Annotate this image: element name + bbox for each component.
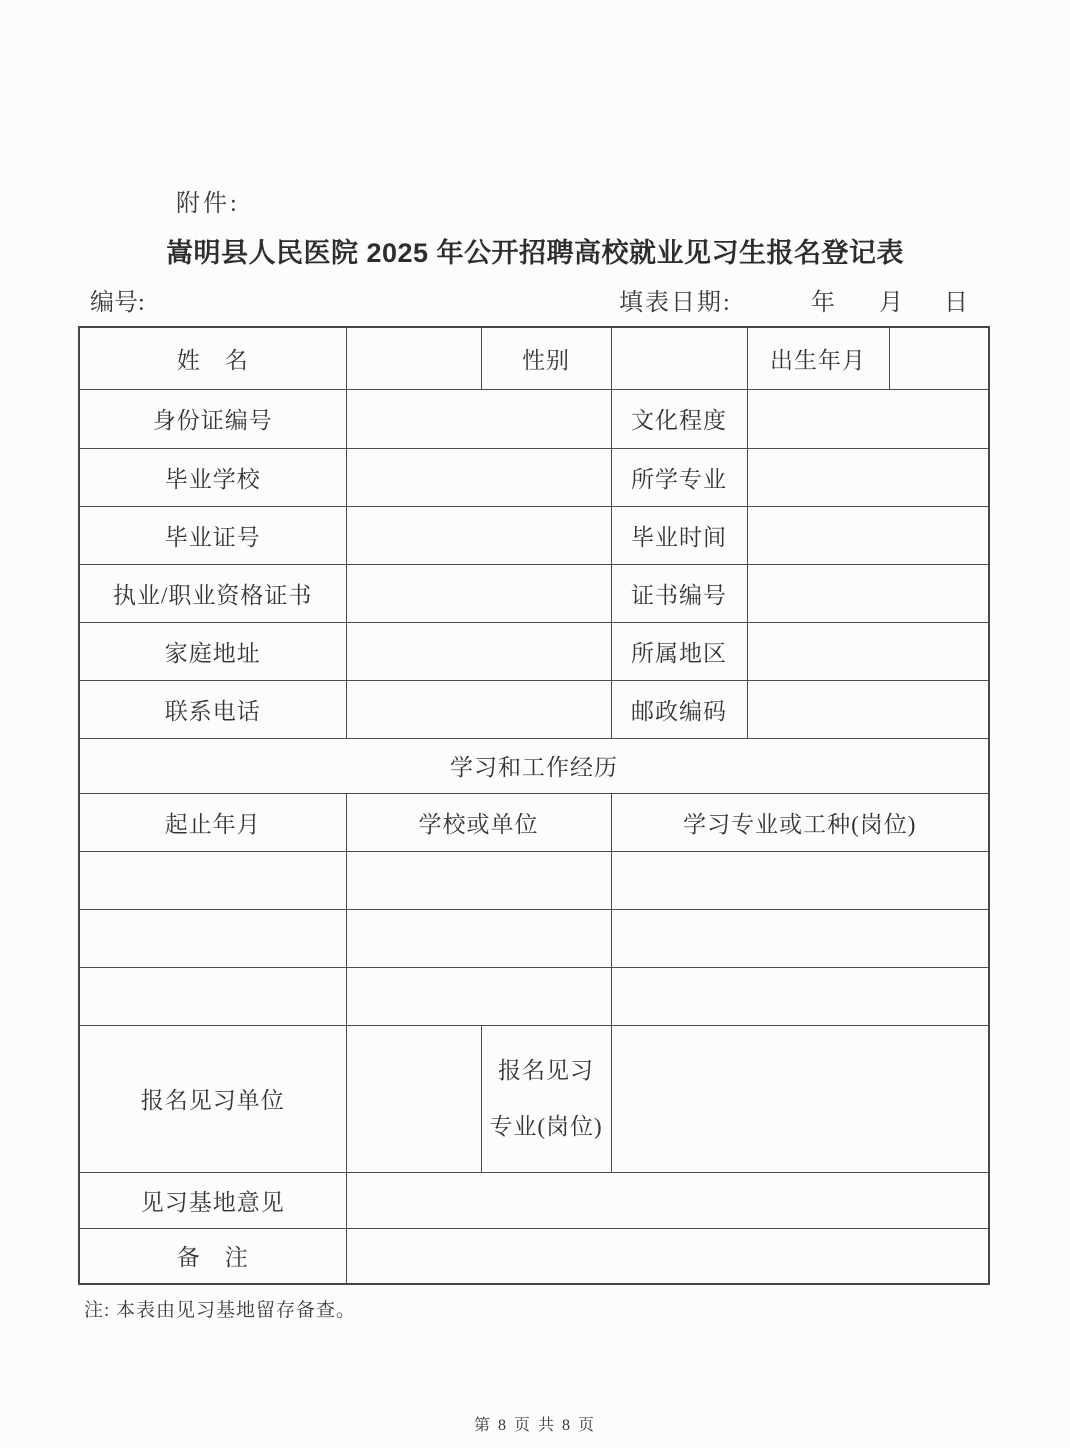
experience-period-cell — [79, 909, 346, 967]
attachment-label: 附件: — [176, 191, 240, 217]
experience-major-cell — [611, 851, 989, 909]
row-experience-title — [79, 738, 989, 793]
cert-number-value-cell — [747, 564, 989, 622]
experience-major-cell — [611, 909, 989, 967]
internship-unit-label: 报名见习单位 — [79, 1025, 346, 1172]
id-number-value-cell — [346, 389, 611, 448]
experience-period-cell — [79, 851, 346, 909]
graduation-date-label: 毕业时间 — [611, 506, 747, 564]
cert-number-label: 证书编号 — [611, 564, 747, 622]
day-unit-label: 日 — [944, 290, 968, 316]
postal-code-value-cell — [747, 680, 989, 738]
home-address-label: 家庭地址 — [79, 622, 346, 680]
page-number-indicator: 第 8 页 共 8 页 — [473, 1417, 596, 1434]
education-level-label: 文化程度 — [611, 389, 747, 448]
graduate-school-label: 毕业学校 — [79, 448, 346, 506]
experience-section-title: 学习和工作经历 — [79, 738, 989, 793]
base-opinion-label: 见习基地意见 — [79, 1172, 346, 1228]
experience-school-cell — [346, 851, 611, 909]
diploma-number-label: 毕业证号 — [79, 506, 346, 564]
meta-line — [0, 282, 1070, 314]
experience-header-period: 起止年月 — [79, 793, 346, 851]
experience-major-cell — [611, 967, 989, 1025]
region-label: 所属地区 — [611, 622, 747, 680]
row-base-opinion — [79, 1172, 989, 1228]
base-opinion-value-cell — [346, 1172, 989, 1228]
name-value-cell — [346, 327, 481, 389]
name-label: 姓 名 — [79, 327, 346, 389]
internship-major-label: 报名见习专业(岗位) — [481, 1025, 611, 1172]
experience-row — [79, 851, 989, 909]
experience-row — [79, 967, 989, 1025]
experience-period-cell — [79, 967, 346, 1025]
diploma-number-value-cell — [346, 506, 611, 564]
gender-label: 性别 — [481, 327, 611, 389]
row-application — [79, 1025, 989, 1172]
experience-row — [79, 909, 989, 967]
major-studied-label: 所学专业 — [611, 448, 747, 506]
home-address-value-cell — [346, 622, 611, 680]
postal-code-label: 邮政编码 — [611, 680, 747, 738]
experience-header-school: 学校或单位 — [346, 793, 611, 851]
row-id-number — [79, 389, 989, 448]
month-unit-label: 月 — [879, 290, 903, 316]
row-graduate-school — [79, 448, 989, 506]
phone-label: 联系电话 — [79, 680, 346, 738]
row-phone — [79, 680, 989, 738]
row-experience-header — [79, 793, 989, 851]
education-level-value-cell — [747, 389, 989, 448]
row-diploma-number — [79, 506, 989, 564]
birth-value-cell — [889, 327, 989, 389]
internship-major-value-cell — [611, 1025, 989, 1172]
year-unit-label: 年 — [811, 290, 835, 316]
remarks-label: 备 注 — [79, 1228, 346, 1284]
retention-note: 注: 本表由见习基地留存备查。 — [84, 1300, 357, 1321]
document-title: 嵩明县人民医院 2025 年公开招聘高校就业见习生报名登记表 — [165, 238, 905, 268]
phone-value-cell — [346, 680, 611, 738]
experience-header-major: 学习专业或工种(岗位) — [611, 793, 989, 851]
gender-value-cell — [611, 327, 747, 389]
major-studied-value-cell — [747, 448, 989, 506]
qualification-cert-label: 执业/职业资格证书 — [79, 564, 346, 622]
experience-school-cell — [346, 967, 611, 1025]
row-remarks — [79, 1228, 989, 1284]
region-value-cell — [747, 622, 989, 680]
graduation-date-value-cell — [747, 506, 989, 564]
row-basic — [79, 327, 989, 389]
row-qualification-cert — [79, 564, 989, 622]
experience-school-cell — [346, 909, 611, 967]
fill-date-label: 填表日期: — [619, 290, 732, 316]
graduate-school-value-cell — [346, 448, 611, 506]
registration-form-table — [78, 326, 990, 1285]
remarks-value-cell — [346, 1228, 989, 1284]
internship-unit-value-cell — [346, 1025, 481, 1172]
id-number-label: 身份证编号 — [79, 389, 346, 448]
birth-label: 出生年月 — [747, 327, 889, 389]
qualification-cert-value-cell — [346, 564, 611, 622]
row-home-address — [79, 622, 989, 680]
serial-number-label: 编号: — [90, 290, 145, 316]
